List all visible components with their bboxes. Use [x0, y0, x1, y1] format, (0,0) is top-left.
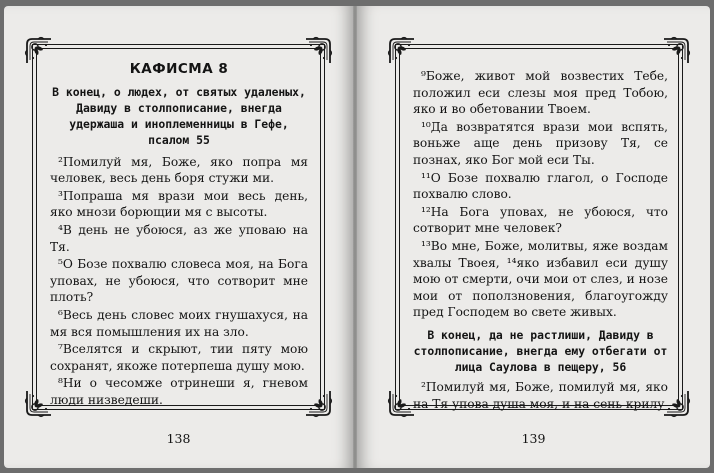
verse: ²Помилуй мя, Боже, яко попра мя человек, весь день боря стужи ми. [50, 154, 308, 186]
ornament-corner-icon [661, 36, 691, 66]
ornament-corner-icon [387, 36, 417, 66]
verse: ⁴В день не убоюся, аз же уповаю на Тя. [50, 222, 308, 254]
page-number: 139 [521, 431, 546, 446]
psalm-55-intro: В конец, о людех, от святых удаленых, Давиду в столпописание, внегда удержаша и иноплеменницы в Гефе, псалом 55 [52, 84, 306, 147]
verse: ¹³Во мне, Боже, молитвы, яже воздам хвалы Твоея, ¹⁴яко избавил еси душу мою от смерти, очи мои от слез, и нозе мои от поползновения, благоугожду пред Господем во свете живых. [413, 238, 668, 320]
left-page-text [50, 61, 308, 410]
verse: ³Попраша мя врази мои весь день, яко мнози борющии мя с высоты. [50, 188, 308, 220]
verse: ¹⁰Да возвратятся врази мои вспять, воньже аще день призову Тя, се познах, яко Бог мой еси Ты. [413, 119, 668, 167]
verse: ⁶Весь день словес моих гнушахуся, на мя вся помышления их на зло. [50, 307, 308, 339]
verse: ¹¹О Бозе похвалю глагол, о Господе похвалю слово. [413, 170, 668, 202]
verse: ⁸Ни о чесомже отринеши я, гневом люди низведеши. [50, 376, 308, 407]
verse: ⁹Боже, живот мой возвестих Тебе, положил еси слезы моя пред Тобою, яко и во обетовании Твоем. [413, 69, 668, 117]
right-page-text [413, 68, 668, 413]
verse: ²Помилуй мя, Боже, помилуй мя, яко на Тя упова душа моя, и на сень крилу [413, 379, 668, 411]
left-page [4, 6, 353, 468]
kathisma-heading: КАФИСМА 8 [129, 61, 229, 77]
right-page [357, 6, 710, 468]
psalm-56-intro: В конец, да не растлиши, Давиду в столпописание, внегда ему отбегати от лица Саулова в пещеру, 56 [413, 327, 668, 374]
verse: ⁷Вселятся и скрыют, тии пяту мою сохранят, якоже потерпеша душу мою. [50, 342, 308, 373]
page-number: 138 [166, 431, 191, 446]
verse: ⁵О Бозе похвалю словеса моя, на Бога уповах, не убоюся, что сотворит мне плоть? [50, 257, 308, 305]
verse: ¹²На Бога уповах, не убоюся, что сотворит мне человек? [413, 204, 668, 236]
